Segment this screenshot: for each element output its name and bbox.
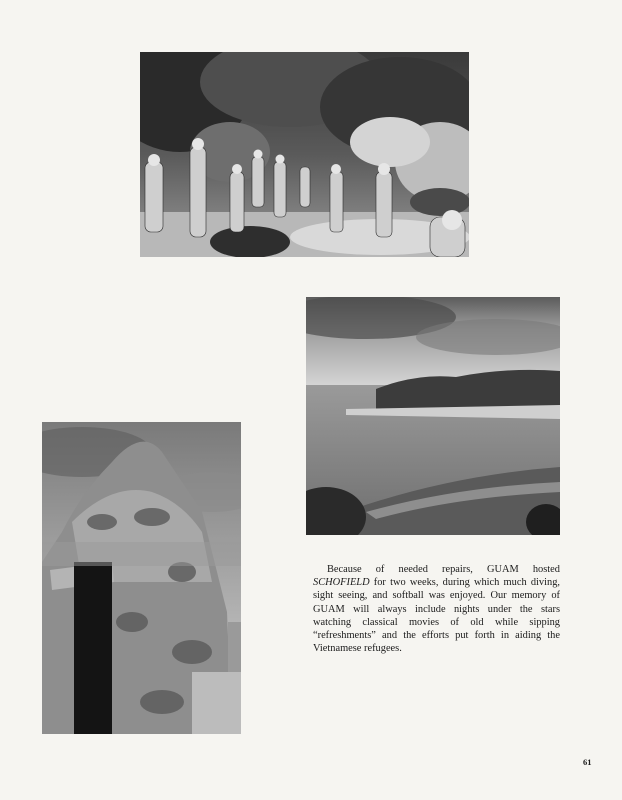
photo-sailors-wading-image <box>140 52 469 257</box>
photo-bay-view-image <box>306 297 560 535</box>
caption-part1: Because of needed repairs, GUAM hosted <box>327 564 560 575</box>
caption-text <box>313 563 560 655</box>
ship-name: SCHOFIELD <box>313 577 370 589</box>
photo-stone-ruin-image <box>42 422 241 734</box>
photo-sailors-wading <box>140 52 469 257</box>
caption-paragraph <box>313 563 560 655</box>
photo-bay-view <box>306 297 560 535</box>
page-number: 61 <box>583 757 592 767</box>
caption-part2: for two weeks, during which much diving, sight seeing, and softball was enjoyed. Our memory of GUAM will always include nights under the stars watching classical movies of old while sipping “refreshments” and the efforts put forth in aiding the Vietnamese refugees. <box>313 577 560 655</box>
photo-stone-ruin <box>42 422 241 734</box>
